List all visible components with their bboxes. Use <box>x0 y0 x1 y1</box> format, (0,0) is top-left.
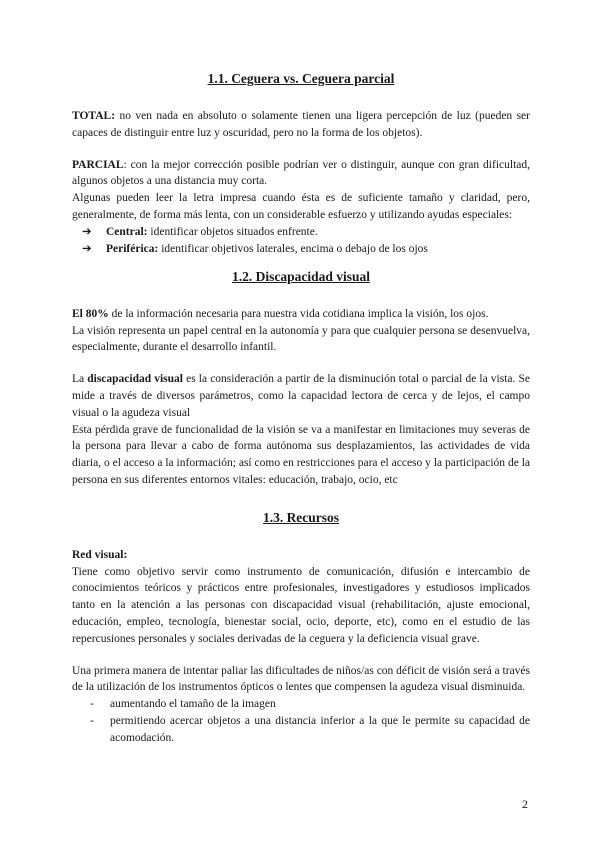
section-heading-recursos: 1.3. Recursos <box>262 509 340 525</box>
paragraph-definicion <box>72 371 530 421</box>
total-text: no ven nada en absoluto o solamente tienen una ligera percepción de luz (pueden ser capaces de distinguir entre luz y oscuridad, pero no la forma de los objetos). <box>72 110 530 139</box>
list-item-label: Periférica: <box>106 242 159 255</box>
subheading-red-visual: Red visual: <box>72 548 128 561</box>
percent-text: de la información necesaria para nuestra vida cotidiana implica la visión, los ojos. <box>108 307 489 320</box>
list-item-label: Central: <box>106 225 148 238</box>
definicion-text: es la consideración a partir de la disminución total o parcial de la vista. Se mide a través de diversos parámetros, como la capacidad lectora de cerca y de lejos, el campo visual o la agudeza visual <box>72 373 531 419</box>
paragraph-algunas: Algunas pueden leer la letra impresa cuando ésta es de suficiente tamaño y claridad, pero, generalmente, de forma más lenta, con un considerable esfuerzo y utilizando ayudas especiales: <box>72 192 530 221</box>
parcial-label: PARCIAL <box>72 158 124 171</box>
section-heading-discapacidad: 1.2. Discapacidad visual <box>231 268 371 284</box>
arrow-icon: ➔ <box>82 225 92 238</box>
paragraph-primera-manera: Una primera manera de intentar paliar las dificultades de niños/as con déficit de visión será a través de la utilización de los instrumentos ópticos o lentes que compensen la agudeza visual disminuida. <box>72 664 530 694</box>
list-item <box>90 713 530 747</box>
definicion-pre: La <box>72 373 88 386</box>
page-number: 2 <box>522 797 528 811</box>
list-item <box>90 696 530 713</box>
paragraph-vision-central: La visión representa un papel central en la autonomía y para que cualquier persona se desenvuelva, especialmente, durante el desarrollo infantil. <box>72 324 530 354</box>
list-item <box>82 241 530 258</box>
paragraph-red-visual: Tiene como objetivo servir como instrumento de comunicación, difusión e intercambio de conocimientos teóricos y prácticos entre profesionales, investigadores y estudiosos implicados tanto en la atención a las personas con discapacidad visual (rehabilitación, ajuste emocional, educación, empleo, tecnología, bienestar social, ocio, deporte, etc), como en el estudio de las repercusiones personales y sociales derivadas de la ceguera y la deficiencia visual grave. <box>72 565 530 645</box>
paragraph-80 <box>72 306 530 323</box>
list-item-text: identificar objetos situados enfrente. <box>147 225 318 238</box>
list-item <box>82 224 530 241</box>
paragraph-total <box>72 108 530 142</box>
list-item-text: identificar objetivos laterales, encima o debajo de los ojos <box>158 242 428 255</box>
arrow-icon: ➔ <box>82 242 92 255</box>
section-heading-ceguera: 1.1. Ceguera vs. Ceguera parcial <box>207 71 395 86</box>
optical-aids-list <box>72 696 530 747</box>
list-item-text: permitiendo acercar objetos a una distancia inferior a la que le permite su capacidad de acomodación. <box>110 715 530 745</box>
total-label: TOTAL: <box>72 110 116 122</box>
list-item-text: aumentando el tamaño de la imagen <box>110 698 276 711</box>
dash-icon: - <box>90 715 94 728</box>
percent-label: El 80% <box>72 307 109 320</box>
parcial-text: : con la mejor corrección posible podrían ver o distinguir, aunque con gran dificultad, algunos objetos a una distancia muy corta. <box>72 158 530 188</box>
dash-icon: - <box>90 698 94 711</box>
paragraph-parcial <box>72 157 530 191</box>
definicion-bold: discapacidad visual <box>87 373 184 386</box>
document-page <box>72 70 530 747</box>
paragraph-perdida: Esta pérdida grave de funcionalidad de la visión se va a manifestar en limitaciones muy severas de la persona para llevar a cabo de forma autónoma sus desplazamientos, las actividades de vida diaria, o el acceso a la información; así como en restricciones para el acceso y la participación de la persona en sus diferentes entornos vitales: educación, trabajo, ocio, etc <box>72 423 530 486</box>
aid-types-list <box>72 224 530 258</box>
